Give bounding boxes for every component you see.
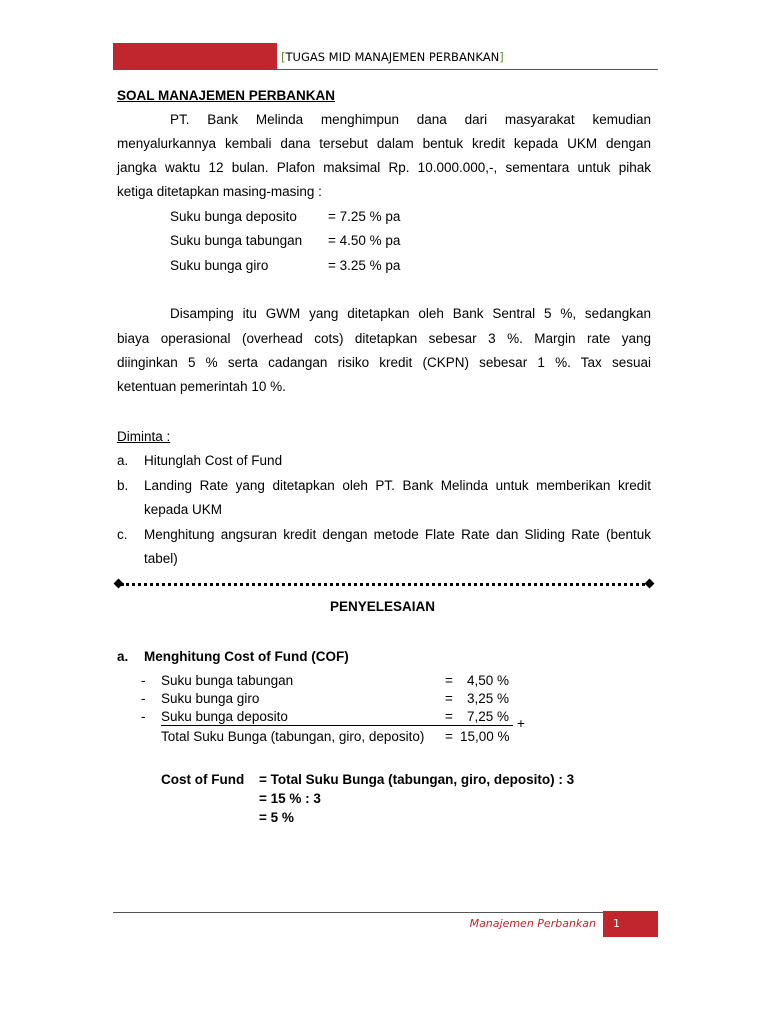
total-label: Total Suku Bunga (tabungan, giro, deposito) bbox=[161, 729, 425, 744]
item-label: Suku bunga tabungan bbox=[161, 673, 294, 688]
rate-value: = 3.25 % pa bbox=[328, 258, 401, 273]
task-text: tabel) bbox=[144, 551, 178, 566]
dotted-divider bbox=[121, 583, 645, 586]
item-label: Suku bunga giro bbox=[161, 691, 260, 706]
section-a-title: Menghitung Cost of Fund (COF) bbox=[144, 649, 349, 664]
cof-line: = 15 % : 3 bbox=[259, 791, 321, 806]
item-dash: - bbox=[141, 709, 146, 724]
task-text: Menghitung angsuran kredit dengan metode Flate Rate dan Sliding Rate (bentuk bbox=[144, 527, 651, 542]
para2-line: biaya operasional (overhead cots) ditetapkan sebesar 3 %. Margin rate yang bbox=[117, 331, 651, 346]
task-text: Landing Rate yang ditetapkan oleh PT. Bank Melinda untuk memberikan kredit bbox=[144, 478, 651, 493]
rate-value: = 4.50 % pa bbox=[328, 233, 401, 248]
header-rule bbox=[113, 69, 658, 70]
cof-line: = 5 % bbox=[259, 810, 294, 825]
plus-sign: + bbox=[517, 716, 525, 731]
para1-line: ketiga ditetapkan masing-masing : bbox=[117, 184, 322, 199]
divider-diamond-right bbox=[645, 579, 655, 589]
diminta-label: Diminta : bbox=[117, 429, 171, 444]
cof-line: = Total Suku Bunga (tabungan, giro, deposito) : 3 bbox=[259, 772, 575, 787]
task-marker: c. bbox=[117, 527, 128, 542]
item-label: Suku bunga deposito bbox=[161, 709, 288, 724]
task-marker: b. bbox=[117, 478, 129, 493]
para1-line: jangka waktu 12 bulan. Plafon maksimal Rp. 10.000.000,-, sementara untuk pihak bbox=[117, 160, 651, 175]
footer-rule bbox=[113, 912, 603, 913]
item-value: 7,25 % bbox=[467, 709, 510, 724]
cof-label: Cost of Fund bbox=[161, 772, 245, 787]
para1-line: menyalurkannya kembali dana tersebut dalam bentuk kredit kepada UKM dengan bbox=[117, 136, 651, 151]
rate-label: Suku bunga giro bbox=[170, 258, 269, 273]
sum-rule bbox=[161, 725, 513, 726]
task-marker: a. bbox=[117, 453, 129, 468]
item-eq: = bbox=[445, 691, 453, 706]
para2-line: diinginkan 5 % serta cadangan risiko kredit (CKPN) sebesar 1 %. Tax sesuai bbox=[117, 355, 651, 370]
item-eq: = bbox=[445, 673, 453, 688]
para1-line: PT. Bank Melinda menghimpun dana dari masyarakat kemudian bbox=[170, 112, 651, 127]
solution-heading: PENYELESAIAN bbox=[330, 599, 436, 614]
task-text: kepada UKM bbox=[144, 502, 223, 517]
item-value: 3,25 % bbox=[467, 691, 510, 706]
total-eq: = bbox=[445, 729, 453, 744]
total-value: 15,00 % bbox=[460, 729, 510, 744]
item-eq: = bbox=[445, 709, 453, 724]
item-value: 4,50 % bbox=[467, 673, 510, 688]
page-number: 1 bbox=[613, 917, 620, 930]
footer-page-box bbox=[603, 911, 658, 937]
item-dash: - bbox=[141, 691, 146, 706]
task-text: Hitunglah Cost of Fund bbox=[144, 453, 283, 468]
soal-heading: SOAL MANAJEMEN PERBANKAN bbox=[117, 88, 336, 103]
para2-line: ketentuan pemerintah 10 %. bbox=[117, 379, 286, 394]
section-a-marker: a. bbox=[117, 649, 129, 664]
header-accent-bar bbox=[113, 43, 277, 69]
header-title: [TUGAS MID MANAJEMEN PERBANKAN] bbox=[281, 50, 504, 64]
item-dash: - bbox=[141, 673, 146, 688]
rate-label: Suku bunga tabungan bbox=[170, 233, 303, 248]
para2-line: Disamping itu GWM yang ditetapkan oleh Bank Sentral 5 %, sedangkan bbox=[170, 306, 651, 321]
rate-label: Suku bunga deposito bbox=[170, 209, 297, 224]
rate-value: = 7.25 % pa bbox=[328, 209, 401, 224]
footer-title: Manajemen Perbankan bbox=[469, 917, 596, 930]
